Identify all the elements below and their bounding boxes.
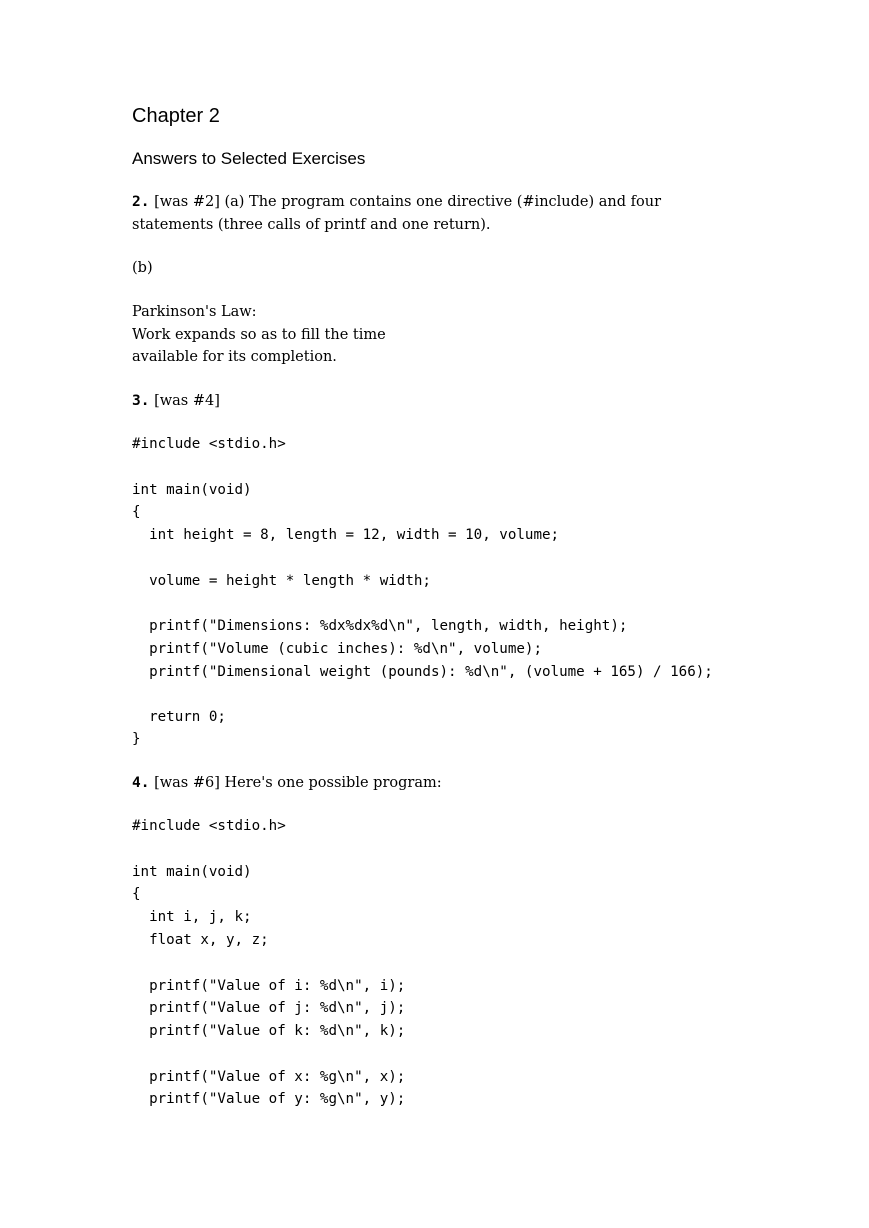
code-line: float x, y, z; — [132, 932, 269, 948]
section-title: Answers to Selected Exercises — [132, 149, 366, 168]
program-output-line: Work expands so as to fill the time — [132, 327, 386, 343]
exercise-number: 3. — [132, 393, 150, 409]
code-line: #include <stdio.h> — [132, 436, 286, 452]
code-line: { — [132, 504, 141, 520]
code-line: printf("Dimensions: %dx%dx%d\n", length, width, height); — [132, 618, 628, 634]
exercise-2-line-2: statements (three calls of printf and one return). — [132, 217, 491, 233]
exercise-text: [was #4] — [149, 393, 220, 409]
code-line: printf("Value of k: %d\n", k); — [132, 1023, 406, 1039]
code-line: printf("Value of i: %d\n", i); — [132, 978, 406, 994]
exercise-3-intro — [132, 391, 220, 411]
code-line: { — [132, 886, 141, 902]
code-line: int main(void) — [132, 864, 252, 880]
program-output-line: Parkinson's Law: — [132, 304, 257, 320]
code-line: printf("Volume (cubic inches): %d\n", volume); — [132, 641, 542, 657]
exercise-text: [was #6] Here's one possible program: — [149, 775, 442, 791]
exercise-number: 2. — [132, 194, 150, 210]
code-line: printf("Value of y: %g\n", y); — [132, 1091, 406, 1107]
code-line: int main(void) — [132, 482, 252, 498]
code-line: return 0; — [132, 709, 226, 725]
code-line: int height = 8, length = 12, width = 10, volume; — [132, 527, 560, 543]
exercise-2-intro — [132, 192, 661, 212]
code-line: printf("Value of j: %d\n", j); — [132, 1000, 406, 1016]
code-line: int i, j, k; — [132, 909, 252, 925]
document-page — [132, 0, 832, 1228]
code-line: } — [132, 731, 141, 747]
exercise-number: 4. — [132, 775, 150, 791]
code-line: printf("Dimensional weight (pounds): %d\n", (volume + 165) / 166); — [132, 664, 713, 680]
code-line: printf("Value of x: %g\n", x); — [132, 1069, 406, 1085]
exercise-2-part-b: (b) — [132, 260, 153, 276]
chapter-title: Chapter 2 — [132, 105, 220, 127]
exercise-text: [was #2] (a) The program contains one directive (#include) and four — [149, 194, 662, 210]
program-output-line: available for its completion. — [132, 349, 337, 365]
code-line: #include <stdio.h> — [132, 818, 286, 834]
exercise-4-intro — [132, 773, 442, 793]
code-line: volume = height * length * width; — [132, 573, 431, 589]
